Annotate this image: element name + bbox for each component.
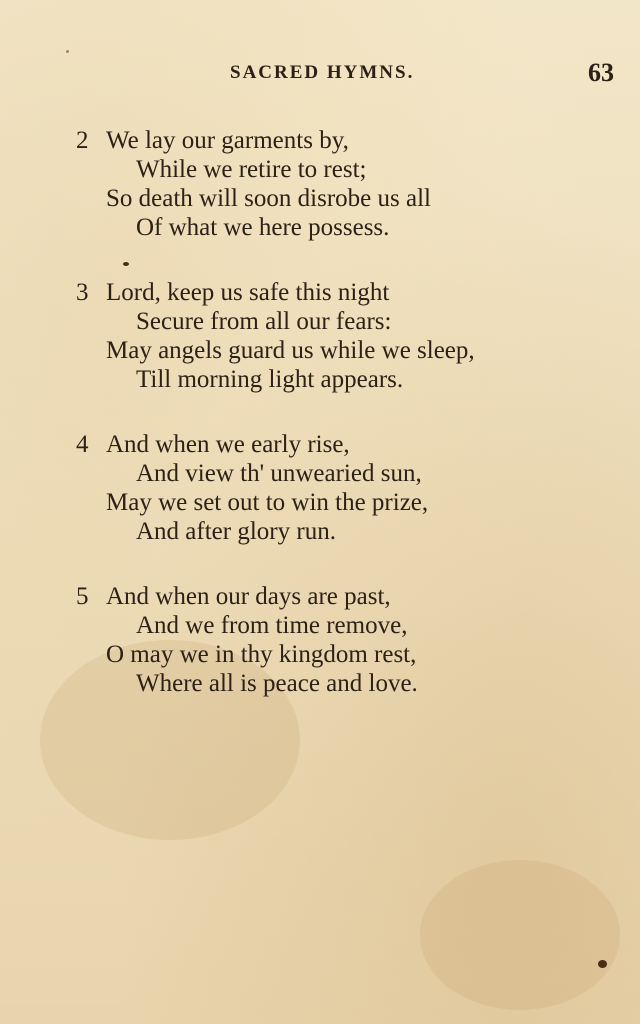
ink-fleck [123, 262, 129, 266]
page-title: SACRED HYMNS. [230, 62, 415, 83]
paper-stain [420, 860, 620, 1010]
ink-fleck [66, 50, 69, 53]
verse-line: Till morning light appears. [136, 366, 404, 393]
ink-fleck [598, 960, 607, 968]
verse-line: Of what we here possess. [136, 214, 390, 241]
verse-line: May angels guard us while we sleep, [106, 337, 475, 364]
verse-line: And when our days are past, [106, 583, 391, 610]
stanza-number: 3 [76, 279, 89, 306]
stanza-number: 4 [76, 431, 89, 458]
running-head [0, 58, 640, 92]
verse-line: Where all is peace and love. [136, 670, 418, 697]
stanza-number: 5 [76, 583, 89, 610]
verse-line: Secure from all our fears: [136, 308, 392, 335]
verse-line: While we retire to rest; [136, 156, 367, 183]
verse-line: We lay our garments by, [106, 127, 349, 154]
verse-line: So death will soon disrobe us all [106, 185, 431, 212]
verse-line: And we from time remove, [136, 612, 408, 639]
verse-line: And when we early rise, [106, 431, 350, 458]
verse-line: May we set out to win the prize, [106, 489, 429, 516]
verse-line: Lord, keep us safe this night [106, 279, 390, 306]
verse-line: O may we in thy kingdom rest, [106, 641, 417, 668]
page-number: 63 [588, 58, 614, 87]
stanza-number: 2 [76, 127, 89, 154]
verse-line: And view th' unwearied sun, [136, 460, 422, 487]
verse-line: And after glory run. [136, 518, 336, 545]
